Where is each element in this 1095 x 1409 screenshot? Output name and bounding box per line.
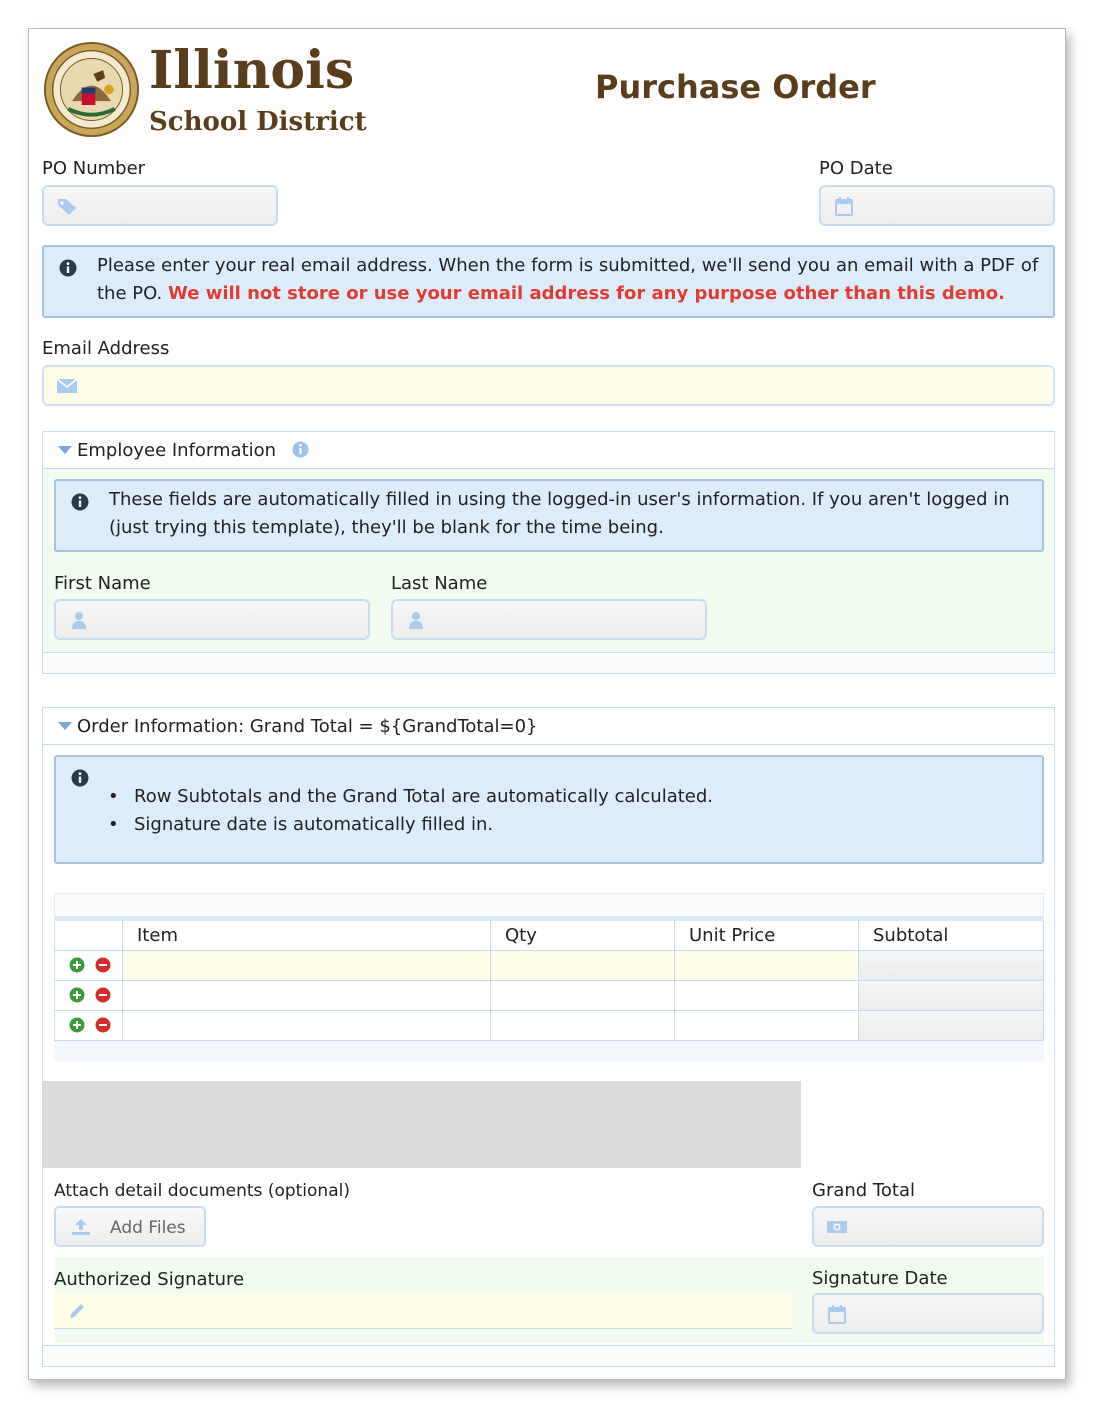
employee-notice — [54, 479, 1044, 552]
employee-section-header[interactable] — [43, 432, 1054, 469]
order-notice-item-text: Row Subtotals and the Grand Total are automatically calculated. — [134, 786, 714, 807]
table-footer — [54, 1041, 1044, 1061]
upload-icon — [70, 1217, 92, 1237]
po-number-field[interactable] — [42, 185, 278, 226]
attach-documents-label: Attach detail documents (optional) — [54, 1181, 350, 1201]
po-date-label: PO Date — [819, 158, 893, 179]
envelope-icon — [56, 376, 78, 396]
remove-row-icon[interactable] — [95, 1017, 111, 1033]
signature-pad[interactable] — [54, 1293, 792, 1329]
email-notice-main: Please enter your real email address. When the form is submitted, we'll send you an email with a PDF of the PO. — [97, 255, 1039, 304]
info-icon — [71, 769, 89, 787]
grand-total-field — [812, 1206, 1044, 1247]
illinois-state-seal-logo — [43, 41, 140, 138]
email-notice-emphasis: We will not store or use your email address for any purpose other than this demo. — [168, 283, 1005, 304]
last-name-label: Last Name — [391, 573, 488, 594]
grand-total-input — [854, 1208, 1036, 1245]
subtotal-cell — [859, 951, 1044, 981]
unit-price-cell[interactable] — [675, 951, 859, 981]
logo-subtitle: School District — [149, 107, 367, 137]
user-icon — [405, 610, 427, 630]
column-header-unit-price: Unit Price — [675, 921, 859, 951]
employee-section-footer — [43, 652, 1054, 673]
order-information-section — [42, 707, 1055, 1367]
grand-total-label: Grand Total — [812, 1180, 915, 1201]
calendar-icon — [826, 1304, 848, 1324]
po-date-field[interactable] — [819, 185, 1055, 226]
item-cell[interactable] — [123, 951, 491, 981]
purchase-order-form — [28, 28, 1066, 1380]
table-row-actions — [54, 981, 123, 1011]
order-notice — [54, 755, 1044, 864]
email-notice-text — [97, 252, 1042, 308]
order-notice-item: • Row Subtotals and the Grand Total are automatically calculated. — [108, 786, 714, 807]
employee-section-title — [77, 440, 309, 461]
add-row-icon[interactable] — [69, 987, 85, 1003]
info-icon[interactable] — [292, 441, 309, 458]
collapse-triangle-icon[interactable] — [58, 722, 72, 730]
email-input[interactable] — [84, 367, 1047, 404]
order-section-title: Order Information: Grand Total = ${GrandTotal=0} — [77, 716, 538, 737]
column-header-subtotal: Subtotal — [859, 921, 1044, 951]
info-icon — [71, 493, 89, 511]
order-notice-item-text: Signature date is automatically filled in. — [134, 814, 494, 835]
logo-title: Illinois — [149, 40, 355, 101]
table-row-actions — [54, 1011, 123, 1041]
employee-information-section — [42, 431, 1055, 674]
column-header-item: Item — [123, 921, 491, 951]
email-notice — [42, 245, 1055, 318]
qty-cell[interactable] — [491, 951, 675, 981]
po-number-input[interactable] — [84, 187, 270, 224]
info-icon — [59, 259, 77, 277]
subtotal-cell — [859, 981, 1044, 1011]
table-toolbar — [54, 893, 1044, 917]
po-number-label: PO Number — [42, 158, 146, 179]
document-title: Purchase Order — [595, 68, 876, 106]
table-row-actions — [54, 951, 123, 981]
money-icon — [826, 1217, 848, 1237]
row-actions-header — [54, 921, 123, 951]
employee-notice-text: These fields are automatically filled in using the logged-in user's information. If you aren't logged in (just trying this template), they'll be blank for the time being. — [109, 489, 1010, 538]
add-files-label: Add Files — [110, 1218, 186, 1238]
email-field[interactable] — [42, 365, 1055, 406]
item-cell[interactable] — [123, 1011, 491, 1041]
employee-section-title-text: Employee Information — [77, 440, 277, 461]
first-name-input[interactable] — [96, 601, 362, 638]
signature-date-field — [812, 1293, 1044, 1334]
qty-cell[interactable] — [491, 981, 675, 1011]
placeholder-block — [43, 1081, 801, 1168]
subtotal-cell — [859, 1011, 1044, 1041]
tag-icon — [56, 196, 78, 216]
signature-date-input — [854, 1295, 1036, 1332]
qty-cell[interactable] — [491, 1011, 675, 1041]
items-table — [54, 893, 1044, 1061]
last-name-input[interactable] — [433, 601, 699, 638]
email-label: Email Address — [42, 338, 170, 359]
order-notice-list — [108, 783, 714, 839]
authorized-signature-label: Authorized Signature — [54, 1269, 245, 1290]
first-name-label: First Name — [54, 573, 151, 594]
first-name-field[interactable] — [54, 599, 370, 640]
column-header-qty: Qty — [491, 921, 675, 951]
collapse-triangle-icon[interactable] — [58, 446, 72, 454]
item-cell[interactable] — [123, 981, 491, 1011]
order-section-header[interactable] — [43, 708, 1054, 745]
remove-row-icon[interactable] — [95, 957, 111, 973]
order-section-footer — [43, 1345, 1054, 1366]
pencil-icon — [68, 1302, 86, 1320]
order-notice-item: • Signature date is automatically filled in. — [108, 814, 494, 835]
remove-row-icon[interactable] — [95, 987, 111, 1003]
signature-date-label: Signature Date — [812, 1268, 948, 1289]
calendar-icon — [833, 196, 855, 216]
unit-price-cell[interactable] — [675, 981, 859, 1011]
add-row-icon[interactable] — [69, 957, 85, 973]
unit-price-cell[interactable] — [675, 1011, 859, 1041]
add-files-button[interactable] — [54, 1206, 206, 1247]
last-name-field[interactable] — [391, 599, 707, 640]
po-date-input[interactable] — [861, 187, 1047, 224]
add-row-icon[interactable] — [69, 1017, 85, 1033]
user-icon — [68, 610, 90, 630]
